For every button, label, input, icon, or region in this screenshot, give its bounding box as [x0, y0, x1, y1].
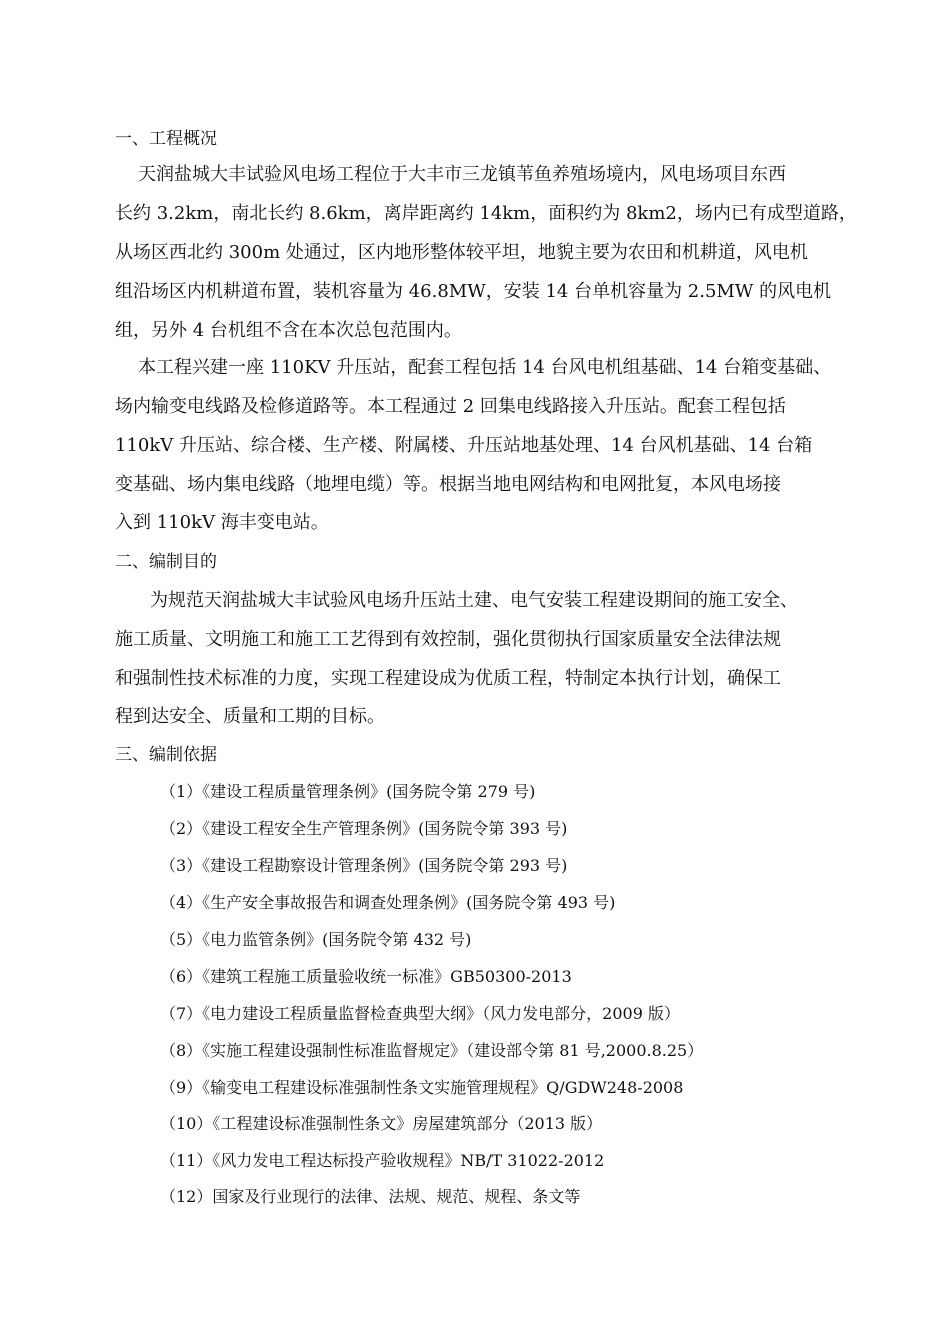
- section-heading-overview: 一、工程概况: [115, 129, 217, 149]
- basis-item-3: （3）《建设工程勘察设计管理条例》(国务院令第 293 号): [160, 856, 568, 875]
- section-heading-basis: 三、编制依据: [115, 745, 217, 765]
- basis-item-4: （4）《生产安全事故报告和调查处理条例》(国务院令第 493 号): [160, 893, 616, 912]
- overview-para1-line2: 长约 3.2km，南北长约 8.6km，离岸距离约 14km，面积约为 8km2，场内已有成型道路，: [115, 203, 857, 224]
- purpose-para-line1: 为规范天润盐城大丰试验风电场升压站土建、电气安装工程建设期间的施工安全、: [150, 590, 798, 611]
- basis-item-6: （6）《建筑工程施工质量验收统一标准》GB50300-2013: [160, 967, 572, 986]
- basis-item-11: （11）《风力发电工程达标投产验收规程》NB/T 31022-2012: [160, 1151, 605, 1170]
- purpose-para-line3: 和强制性技术标准的力度，实现工程建设成为优质工程，特制定本执行计划，确保工: [115, 668, 781, 689]
- overview-para2-line1: 本工程兴建一座 110KV 升压站，配套工程包括 14 台风电机组基础、14 台箱变基础、: [138, 357, 832, 378]
- overview-para1-line1: 天润盐城大丰试验风电场工程位于大丰市三龙镇苇鱼养殖场境内，风电场项目东西: [138, 164, 786, 185]
- basis-item-12: （12）国家及行业现行的法律、法规、规范、规程、条文等: [160, 1187, 581, 1206]
- purpose-para-line4: 程到达安全、质量和工期的目标。: [115, 706, 385, 727]
- overview-para1-line3: 从场区西北约 300m 处通过，区内地形整体较平坦，地貌主要为农田和机耕道，风电机: [115, 242, 808, 263]
- basis-item-5: （5）《电力监管条例》(国务院令第 432 号): [160, 930, 472, 949]
- basis-item-8: （8）《实施工程建设强制性标准监督规定》（建设部令第 81 号,2000.8.25）: [160, 1041, 704, 1060]
- overview-para2-line2: 场内输变电线路及检修道路等。本工程通过 2 回集电线路接入升压站。配套工程包括: [115, 396, 786, 417]
- overview-para2-line3: 110kV 升压站、综合楼、生产楼、附属楼、升压站地基处理、14 台风机基础、14 台箱: [115, 435, 813, 456]
- basis-item-10: （10）《工程建设标准强制性条文》房屋建筑部分（2013 版）: [160, 1114, 603, 1133]
- basis-item-1: （1）《建设工程质量管理条例》(国务院令第 279 号): [160, 782, 536, 801]
- section-heading-purpose: 二、编制目的: [115, 552, 217, 572]
- overview-para2-line4: 变基础、场内集电线路（地埋电缆）等。根据当地电网结构和电网批复，本风电场接: [115, 474, 781, 495]
- basis-item-2: （2）《建设工程安全生产管理条例》(国务院令第 393 号): [160, 819, 568, 838]
- overview-para2-line5: 入到 110kV 海丰变电站。: [115, 512, 329, 533]
- overview-para1-line5: 组，另外 4 台机组不含在本次总包范围内。: [115, 320, 462, 341]
- basis-item-7: （7）《电力建设工程质量监督检查典型大纲》（风力发电部分，2009 版）: [160, 1004, 680, 1023]
- purpose-para-line2: 施工质量、文明施工和施工工艺得到有效控制，强化贯彻执行国家质量安全法律法规: [115, 629, 781, 650]
- overview-para1-line4: 组沿场区内机耕道布置，装机容量为 46.8MW，安装 14 台单机容量为 2.5MW 的风电机: [115, 281, 832, 302]
- basis-item-9: （9）《输变电工程建设标准强制性条文实施管理规程》Q/GDW248-2008: [160, 1078, 684, 1097]
